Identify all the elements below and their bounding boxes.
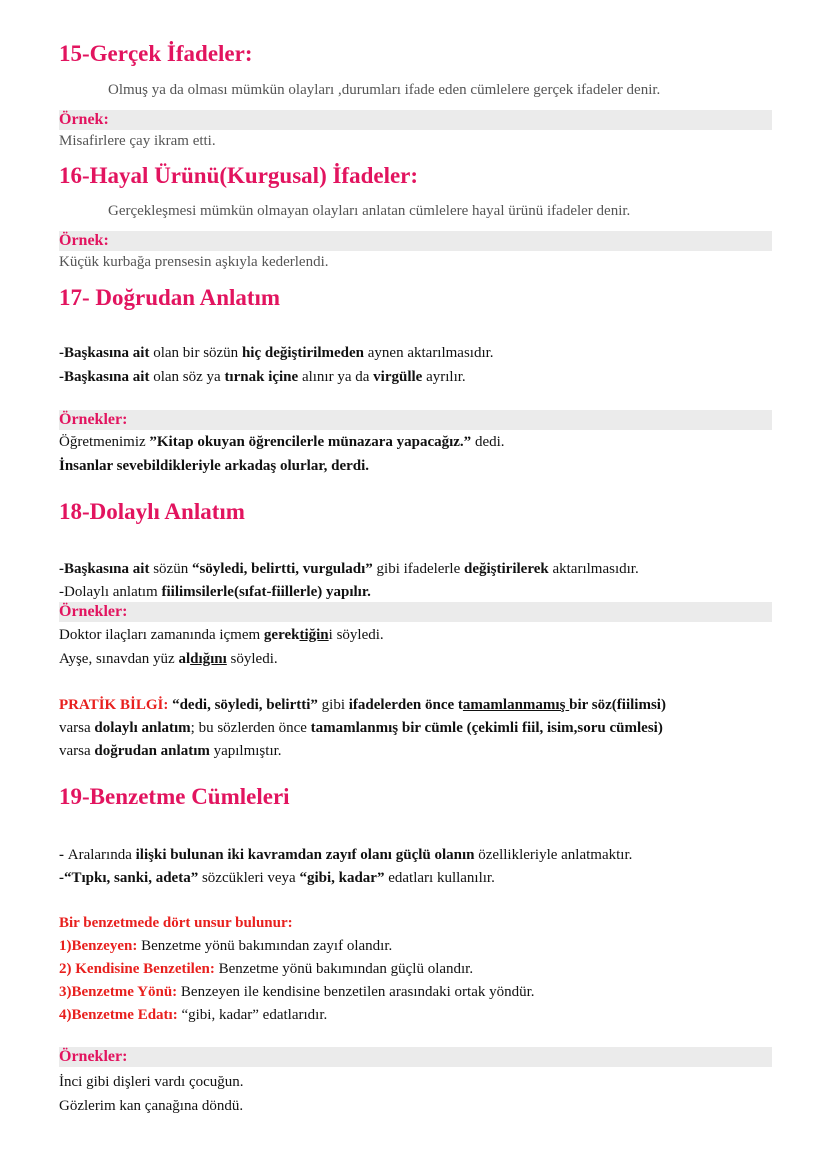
section-16-example: Küçük kurbağa prensesin aşkıyla kederlendi. — [59, 254, 329, 270]
elements-title: Bir benzetmede dört unsur bulunur: — [59, 915, 293, 931]
element-3: 3)Benzetme Yönü: Benzeyen ile kendisine benzetilen arasındaki ortak yöndür. — [59, 984, 535, 1000]
section-19-title: 19-Benzetme Cümleleri — [59, 784, 290, 809]
example-label: Örnek: — [59, 111, 109, 128]
section-17-title: 17- Doğrudan Anlatım — [59, 285, 281, 310]
section-19-example-1: İnci gibi dişleri vardı çocuğun. — [59, 1074, 244, 1090]
section-18-line-1: -Başkasına ait sözün “söyledi, belirtti, vurguladı” gibi ifadelerle değiştirilerek aktarılmasıdır. — [59, 561, 639, 577]
element-4: 4)Benzetme Edatı: “gibi, kadar” edatlarıdır. — [59, 1007, 328, 1023]
examples-label: Örnekler: — [59, 603, 128, 620]
section-17-line-1: -Başkasına ait olan bir sözün hiç değiştirilmeden aynen aktarılmasıdır. — [59, 345, 494, 361]
section-19-line-1: - Aralarında ilişki bulunan iki kavramdan zayıf olanı güçlü olanın özellikleriyle anlatmaktır. — [59, 847, 633, 863]
section-15-title: 15-Gerçek İfadeler: — [59, 41, 253, 66]
element-1: 1)Benzeyen: Benzetme yönü bakımından zayıf olandır. — [59, 938, 393, 954]
section-16-title: 16-Hayal Ürünü(Kurgusal) İfadeler: — [59, 163, 419, 188]
practical-tip-line-1: PRATİK BİLGİ: “dedi, söyledi, belirtti” gibi ifadelerden önce tamamlanmamış bir söz(fiilimsi) — [59, 697, 666, 713]
section-18-title: 18-Dolaylı Anlatım — [59, 499, 245, 524]
example-label: Örnek: — [59, 232, 109, 249]
section-19-line-2: -“Tıpkı, sanki, adeta” sözcükleri veya “gibi, kadar” edatları kullanılır. — [59, 870, 495, 886]
practical-tip-line-3: varsa doğrudan anlatım yapılmıştır. — [59, 743, 282, 759]
practical-tip-line-2: varsa dolaylı anlatım; bu sözlerden önce tamamlanmış bir cümle (çekimli fiil, isim,soru cümlesi) — [59, 720, 663, 736]
section-15-example: Misafirlere çay ikram etti. — [59, 133, 216, 149]
section-16-definition: Gerçekleşmesi mümkün olmayan olayları anlatan cümlelere hayal ürünü ifadeler denir. — [108, 203, 631, 219]
section-18-examples-bar — [59, 602, 772, 622]
section-15-example-bar — [59, 110, 772, 130]
practical-tip-label: PRATİK BİLGİ: — [59, 697, 169, 713]
section-17-examples-bar — [59, 410, 772, 430]
section-17-example-2: İnsanlar sevebildikleriyle arkadaş olurlar, derdi. — [59, 458, 370, 474]
section-18-example-2: Ayşe, sınavdan yüz aldığını söyledi. — [59, 651, 278, 667]
section-18-line-2: -Dolaylı anlatım fiilimsilerle(sıfat-fiillerle) yapılır. — [59, 584, 371, 600]
element-2: 2) Kendisine Benzetilen: Benzetme yönü bakımından güçlü olandır. — [59, 961, 474, 977]
examples-label: Örnekler: — [59, 411, 128, 428]
section-19-example-2: Gözlerim kan çanağına döndü. — [59, 1098, 244, 1114]
section-16-example-bar — [59, 231, 772, 251]
section-17-example-1: Öğretmenimiz ”Kitap okuyan öğrencilerle münazara yapacağız.” dedi. — [59, 434, 505, 450]
section-19-examples-bar — [59, 1047, 772, 1067]
section-17-line-2: -Başkasına ait olan söz ya tırnak içine alınır ya da virgülle ayrılır. — [59, 369, 466, 385]
examples-label: Örnekler: — [59, 1048, 128, 1065]
section-18-example-1: Doktor ilaçları zamanında içmem gerektiğini söyledi. — [59, 627, 384, 643]
section-15-definition: Olmuş ya da olması mümkün olayları ,durumları ifade eden cümlelere gerçek ifadeler denir. — [108, 82, 661, 98]
